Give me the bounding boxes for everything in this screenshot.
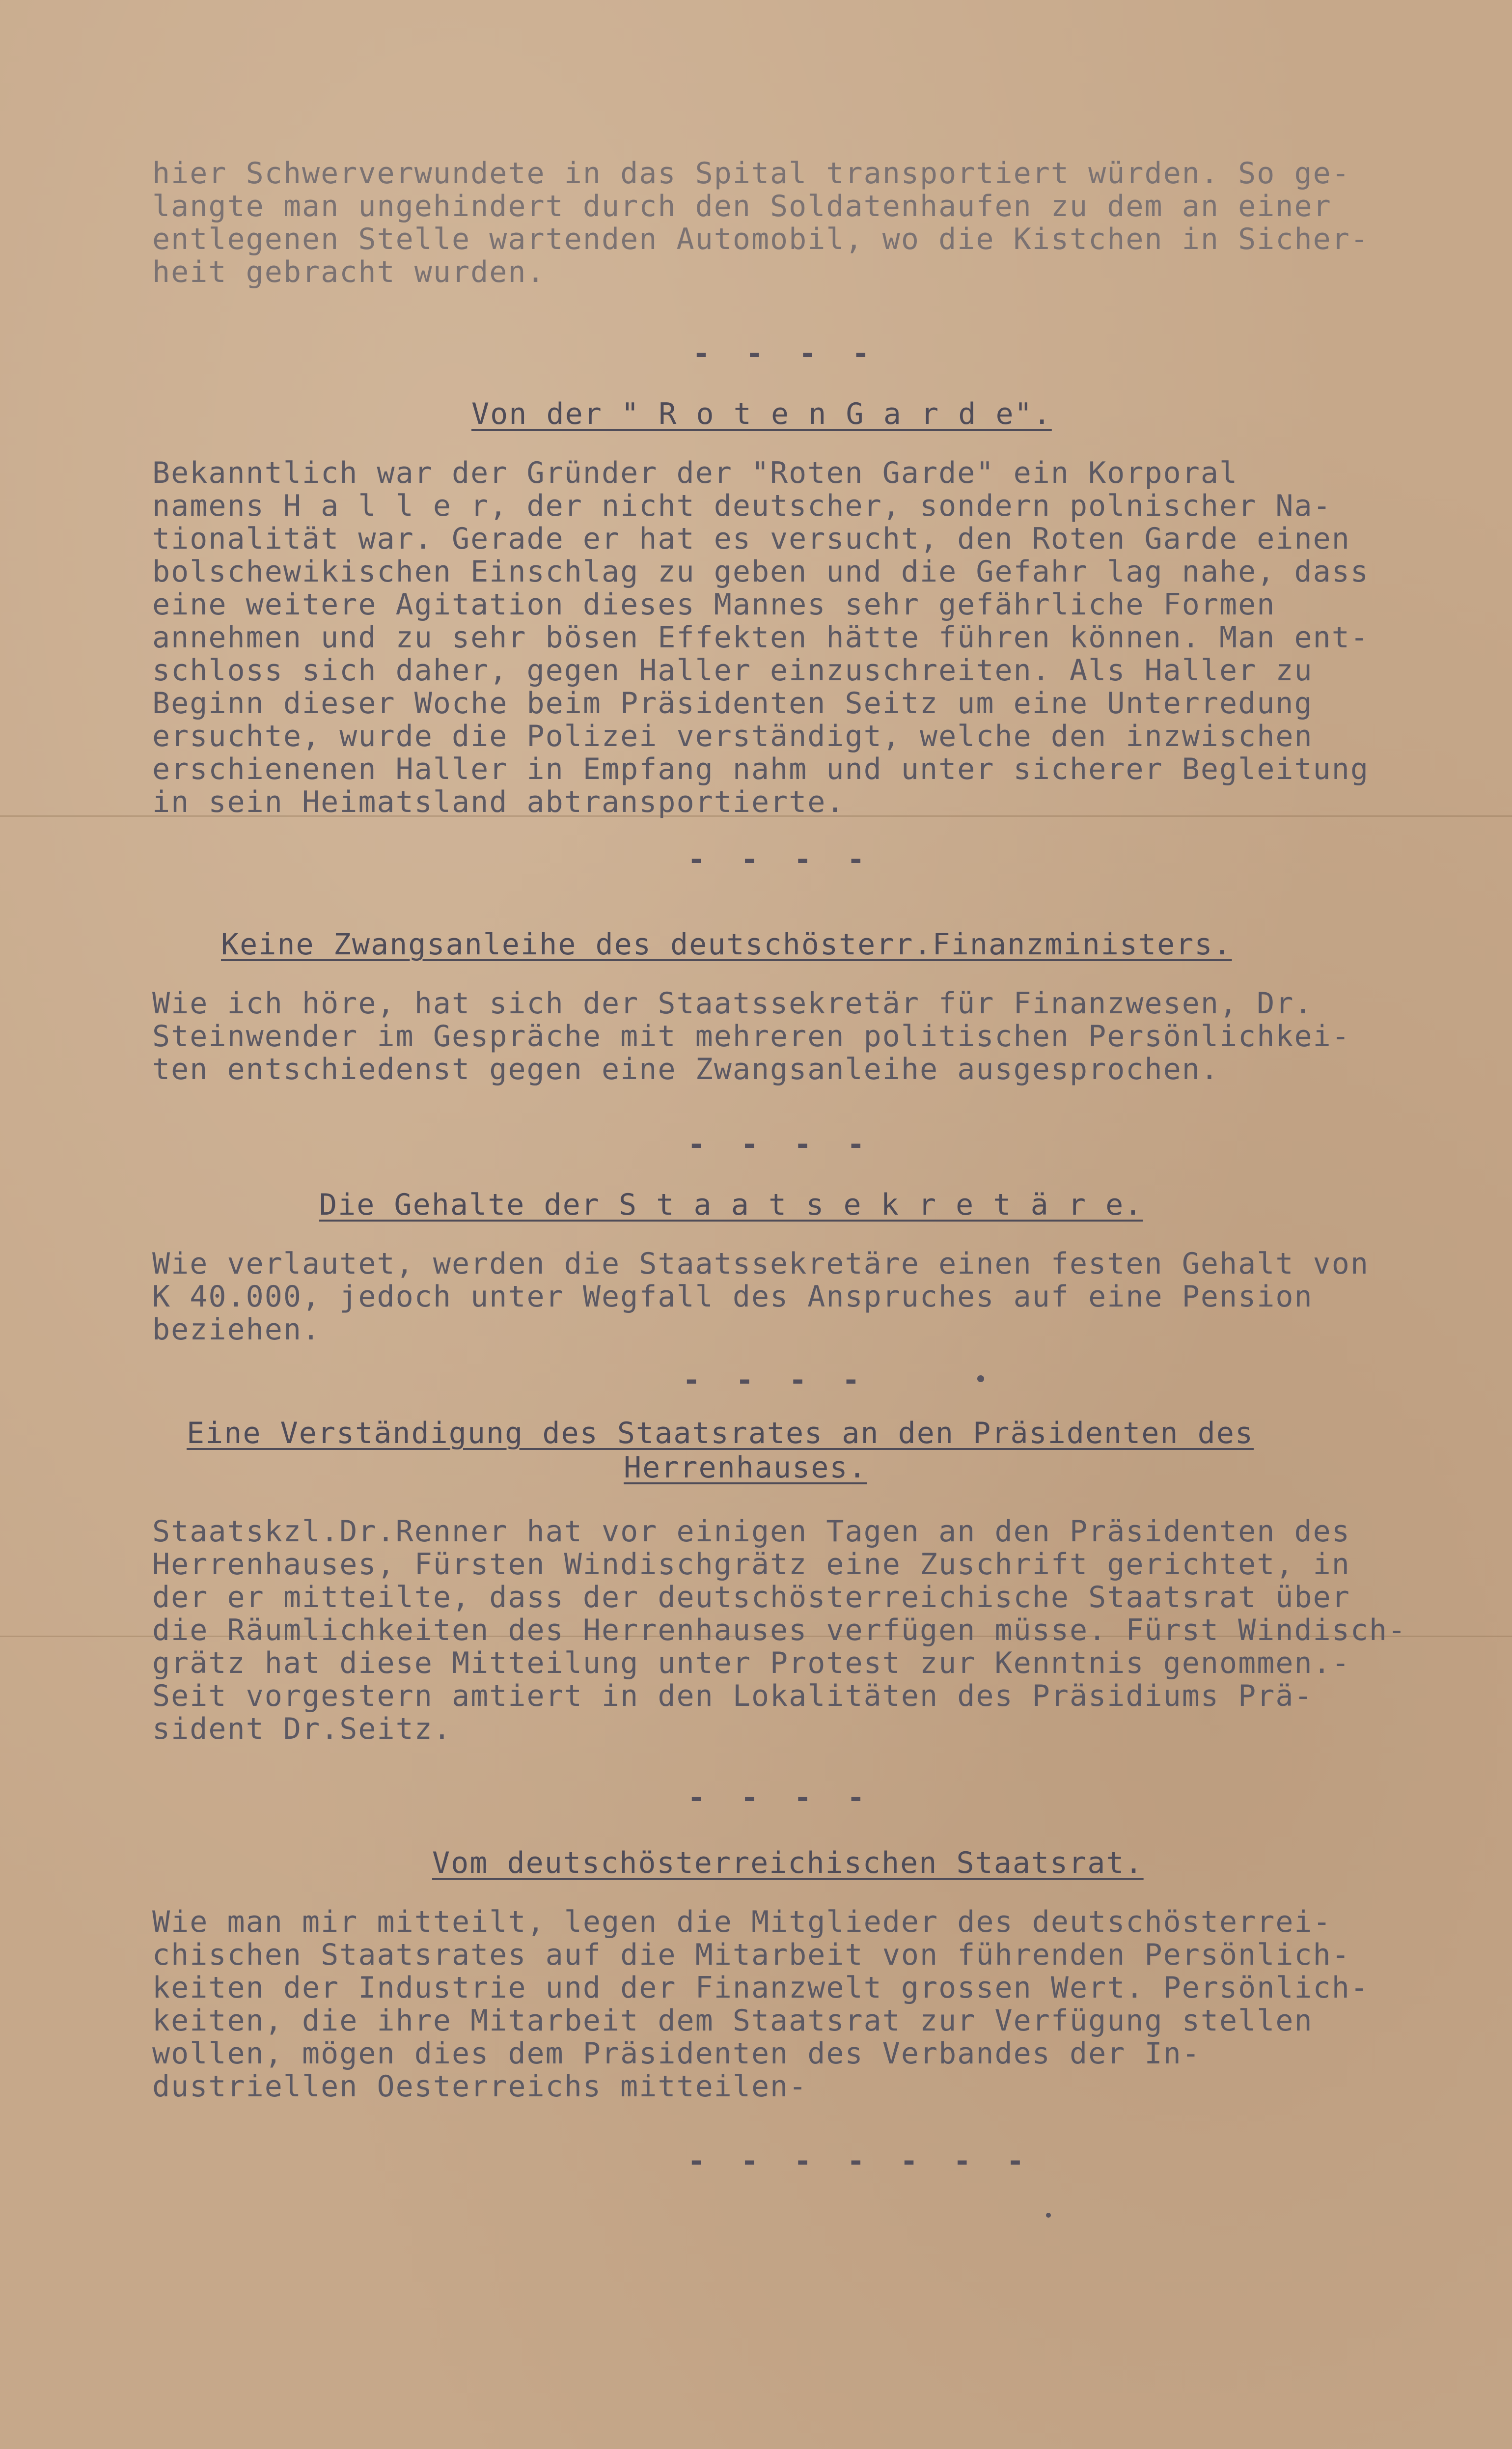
text-line: chischen Staatsrates auf die Mitarbeit von führenden Persönlich-: [152, 1938, 1350, 1972]
text-line: K 40.000, jedoch unter Wegfall des Anspruches auf eine Pension: [152, 1280, 1313, 1314]
article-body-rote-garde: [152, 457, 1419, 819]
section-separator: - - - -: [687, 1127, 874, 1162]
end-separator: - - - - - - -: [687, 2144, 1033, 2178]
text-line: Beginn dieser Woche beim Präsidenten Seitz um eine Unterredung: [152, 686, 1313, 721]
text-line: keiten der Industrie und der Finanzwelt grossen Wert. Persönlich-: [152, 1971, 1369, 2005]
text-line: eine weitere Agitation dieses Mannes sehr gefährliche Formen: [152, 587, 1276, 622]
text-line: bolschewikischen Einschlag zu geben und die Gefahr lag nahe, dass: [152, 555, 1369, 589]
text-line: Wie verlautet, werden die Staatssekretäre einen festen Gehalt von: [152, 1247, 1369, 1281]
section-separator: - - - -: [687, 1781, 874, 1815]
text-line: erschienenen Haller in Empfang nahm und unter sicherer Begleitung: [152, 752, 1369, 786]
article-heading-rote-garde: Von der " R o t e n G a r d e".: [471, 397, 1052, 431]
text-line: der er mitteilte, dass der deutschösterreichische Staatsrat über: [152, 1580, 1350, 1614]
ink-dot: [1046, 2213, 1051, 2218]
text-line: tionalität war. Gerade er hat es versucht, den Roten Garde einen: [152, 522, 1350, 556]
article-body-verstaendigung: [152, 1515, 1419, 1746]
text-line: Staatskzl.Dr.Renner hat vor einigen Tagen an den Präsidenten des: [152, 1514, 1350, 1549]
text-line: ersuchte, wurde die Polizei verständigt, welche den inzwischen: [152, 719, 1313, 753]
article-heading-staatsrat: Vom deutschösterreichischen Staatsrat.: [432, 1846, 1144, 1880]
text-line: heit gebracht wurden.: [152, 255, 546, 289]
intro-paragraph: [152, 157, 1419, 289]
section-separator: - - - -: [683, 1363, 869, 1397]
article-body-zwangsanleihe: [152, 987, 1419, 1086]
text-line: sident Dr.Seitz.: [152, 1712, 452, 1746]
text-line: dustriellen Oesterreichs mitteilen-: [152, 2069, 808, 2104]
article-heading-zwangsanleihe: Keine Zwangsanleihe des deutschösterr.Finanzministers.: [221, 927, 1232, 962]
text-line: keiten, die ihre Mitarbeit dem Staatsrat zur Verfügung stellen: [152, 2004, 1313, 2038]
article-heading-verstaendigung-line2: Herrenhauses.: [624, 1450, 867, 1485]
article-body-staatsrat: [152, 1906, 1419, 2103]
text-line: wollen, mögen dies dem Präsidenten des Verbandes der In-: [152, 2036, 1201, 2071]
text-line: hier Schwerverwundete in das Spital transportiert würden. So ge-: [152, 156, 1350, 191]
text-line: Steinwender im Gespräche mit mehreren politischen Persönlichkei-: [152, 1019, 1350, 1054]
text-line: in sein Heimatsland abtransportierte.: [152, 785, 845, 819]
text-line: Bekanntlich war der Gründer der "Roten Garde" ein Korporal: [152, 456, 1238, 490]
text-line: annehmen und zu sehr bösen Effekten hätte führen können. Man ent-: [152, 620, 1369, 655]
text-line: entlegenen Stelle wartenden Automobil, wo die Kistchen in Sicher-: [152, 222, 1369, 256]
text-line: langte man ungehindert durch den Soldatenhaufen zu dem an einer: [152, 189, 1332, 223]
text-line: Wie man mir mitteilt, legen die Mitglieder des deutschösterrei-: [152, 1905, 1332, 1939]
section-separator: - - - -: [692, 336, 879, 371]
text-line: schloss sich daher, gegen Haller einzuschreiten. Als Haller zu: [152, 653, 1313, 688]
text-line: ten entschiedenst gegen eine Zwangsanleihe ausgesprochen.: [152, 1052, 1220, 1086]
text-line: Wie ich höre, hat sich der Staatssekretär für Finanzwesen, Dr.: [152, 986, 1313, 1021]
text-line: namens H a l l e r, der nicht deutscher, sondern polnischer Na-: [152, 489, 1332, 523]
article-body-gehalte: [152, 1248, 1419, 1346]
text-line: die Räumlichkeiten des Herrenhauses verfügen müsse. Fürst Windisch-: [152, 1613, 1407, 1647]
text-line: grätz hat diese Mitteilung unter Protest zur Kenntnis genommen.-: [152, 1646, 1350, 1680]
article-heading-verstaendigung: Eine Verständigung des Staatsrates an den Präsidenten des: [187, 1416, 1254, 1450]
ink-dot: [977, 1375, 984, 1382]
text-line: beziehen.: [152, 1312, 321, 1347]
article-heading-gehalte: Die Gehalte der S t a a t s e k r e t ä r e.: [319, 1188, 1143, 1222]
text-line: Seit vorgestern amtiert in den Lokalitäten des Präsidiums Prä-: [152, 1679, 1313, 1713]
section-separator: - - - -: [687, 842, 874, 877]
text-line: Herrenhauses, Fürsten Windischgrätz eine Zuschrift gerichtet, in: [152, 1547, 1350, 1582]
